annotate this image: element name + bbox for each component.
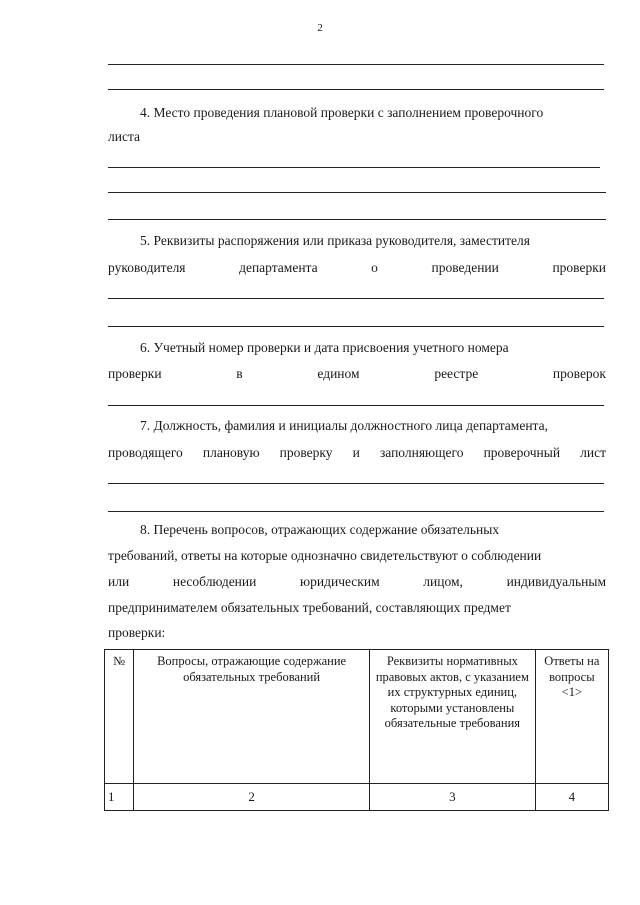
column-number-1: 1 <box>105 784 134 811</box>
fill-line <box>108 326 604 327</box>
section-4-line-1: 4. Место проведения плановой проверки с заполнением проверочного <box>140 105 544 120</box>
fill-line <box>108 511 604 512</box>
fill-line <box>108 89 604 90</box>
header-number: № <box>105 650 134 784</box>
section-6-line-1: 6. Учетный номер проверки и дата присвоения учетного номера <box>140 340 509 355</box>
column-number-3: 3 <box>370 784 536 811</box>
section-7-line-1: 7. Должность, фамилия и инициалы должностного лица департамента, <box>140 418 548 433</box>
table-header-row <box>105 650 609 784</box>
requirements-table <box>104 649 609 811</box>
section-5-line-2: руководителя департамента о проведении проверки <box>108 260 606 275</box>
section-5-line-1: 5. Реквизиты распоряжения или приказа руководителя, заместителя <box>140 233 530 248</box>
table-row <box>105 784 609 811</box>
section-8-line-4: предпринимателем обязательных требований, составляющих предмет <box>108 600 511 615</box>
header-legal-acts: Реквизиты нормативных правовых актов, с указанием их структурных единиц, которыми установлены обязательные требования <box>370 650 536 784</box>
column-number-4: 4 <box>535 784 608 811</box>
section-6-line-2: проверки в едином реестре проверок <box>108 366 606 381</box>
fill-line <box>108 483 604 484</box>
section-8-line-2: требований, ответы на которые однозначно свидетельствуют о соблюдении <box>108 548 542 563</box>
fill-line <box>108 167 600 168</box>
section-8-line-5: проверки: <box>108 625 166 640</box>
page-number: 2 <box>317 22 323 34</box>
fill-line <box>108 405 604 406</box>
header-answers: Ответы на вопросы <1> <box>535 650 608 784</box>
section-8-line-3: или несоблюдении юридическим лицом, индивидуальным <box>108 574 606 589</box>
section-8-line-1: 8. Перечень вопросов, отражающих содержание обязательных <box>140 522 500 537</box>
header-questions: Вопросы, отражающие содержание обязательных требований <box>134 650 370 784</box>
column-number-2: 2 <box>134 784 370 811</box>
fill-line <box>108 219 606 220</box>
section-4-line-2: листа <box>108 129 141 144</box>
fill-line <box>108 64 604 65</box>
fill-line <box>108 298 604 299</box>
section-7-line-2: проводящего плановую проверку и заполняющего проверочный лист <box>108 445 606 460</box>
fill-line <box>108 192 606 193</box>
